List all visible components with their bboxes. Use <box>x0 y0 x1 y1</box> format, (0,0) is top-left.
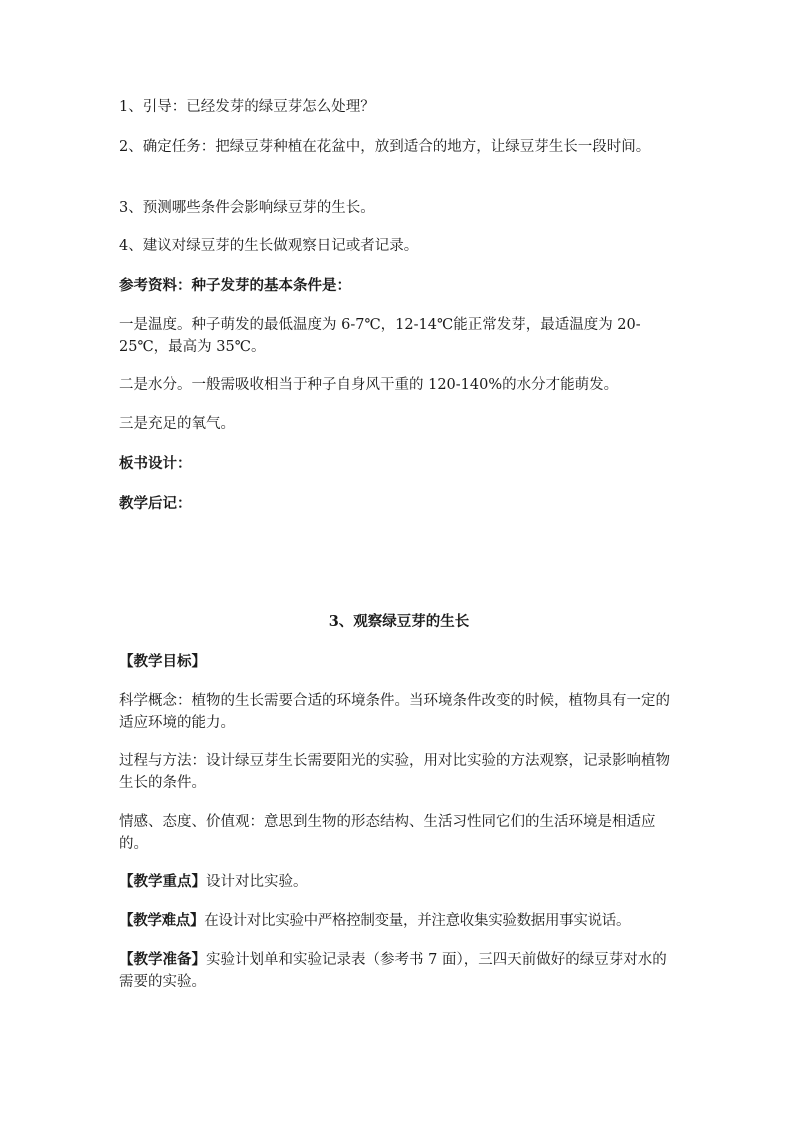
key-point <box>119 871 679 893</box>
step-2: 2、确定任务：把绿豆芽种植在花盆中，放到适合的地方，让绿豆芽生长一段时间。 <box>119 139 651 155</box>
goal-process: 过程与方法：设计绿豆芽生长需要阳光的实验，用对比实验的方法观察，记录影响植物生长的条件。 <box>119 753 670 791</box>
prep-label: 【教学准备】 <box>119 951 206 968</box>
condition-oxygen: 三是充足的氧气。 <box>119 416 235 432</box>
difficulty-label: 【教学难点】 <box>119 912 205 929</box>
board-design-heading: 板书设计： <box>119 455 192 472</box>
goal-attitude: 情感、态度、价值观：意思到生物的形态结构、生活习性同它们的生活环境是相适应的。 <box>119 814 656 852</box>
key-point-text: 设计对比实验。 <box>206 874 308 890</box>
prep-text: 实验计划单和实验记录表（参考书 7 面），三四天前做好的绿豆芽对水的需要的实验。 <box>119 952 667 990</box>
step-3: 3、预测哪些条件会影响绿豆芽的生长。 <box>119 200 375 216</box>
preparation <box>119 949 679 993</box>
step-1: 1、引导：已经发芽的绿豆芽怎么处理？ <box>119 99 375 115</box>
reference-heading: 参考资料：种子发芽的基本条件是： <box>119 277 351 294</box>
difficulty-text: 在设计对比实验中严格控制变量，并注意收集实验数据用事实说话。 <box>204 913 631 929</box>
lesson-title: 3、观察绿豆芽的生长 <box>328 613 470 630</box>
goals-heading: 【教学目标】 <box>119 653 206 670</box>
key-point-label: 【教学重点】 <box>119 873 206 890</box>
condition-temperature: 一是温度。种子萌发的最低温度为 6-7℃，12-14℃能正常发芽，最适温度为 20-25℃，最高为 35℃。 <box>119 317 641 355</box>
condition-water: 二是水分。一般需吸收相当于种子自身风干重的 120-140%的水分才能萌发。 <box>119 377 619 393</box>
goal-concept: 科学概念：植物的生长需要合适的环境条件。当环境条件改变的时候，植物具有一定的适应环境的能力。 <box>119 693 670 731</box>
teaching-reflection-heading: 教学后记： <box>119 495 192 512</box>
step-4: 4、建议对绿豆芽的生长做观察日记或者记录。 <box>119 238 419 254</box>
difficulty <box>119 910 679 932</box>
